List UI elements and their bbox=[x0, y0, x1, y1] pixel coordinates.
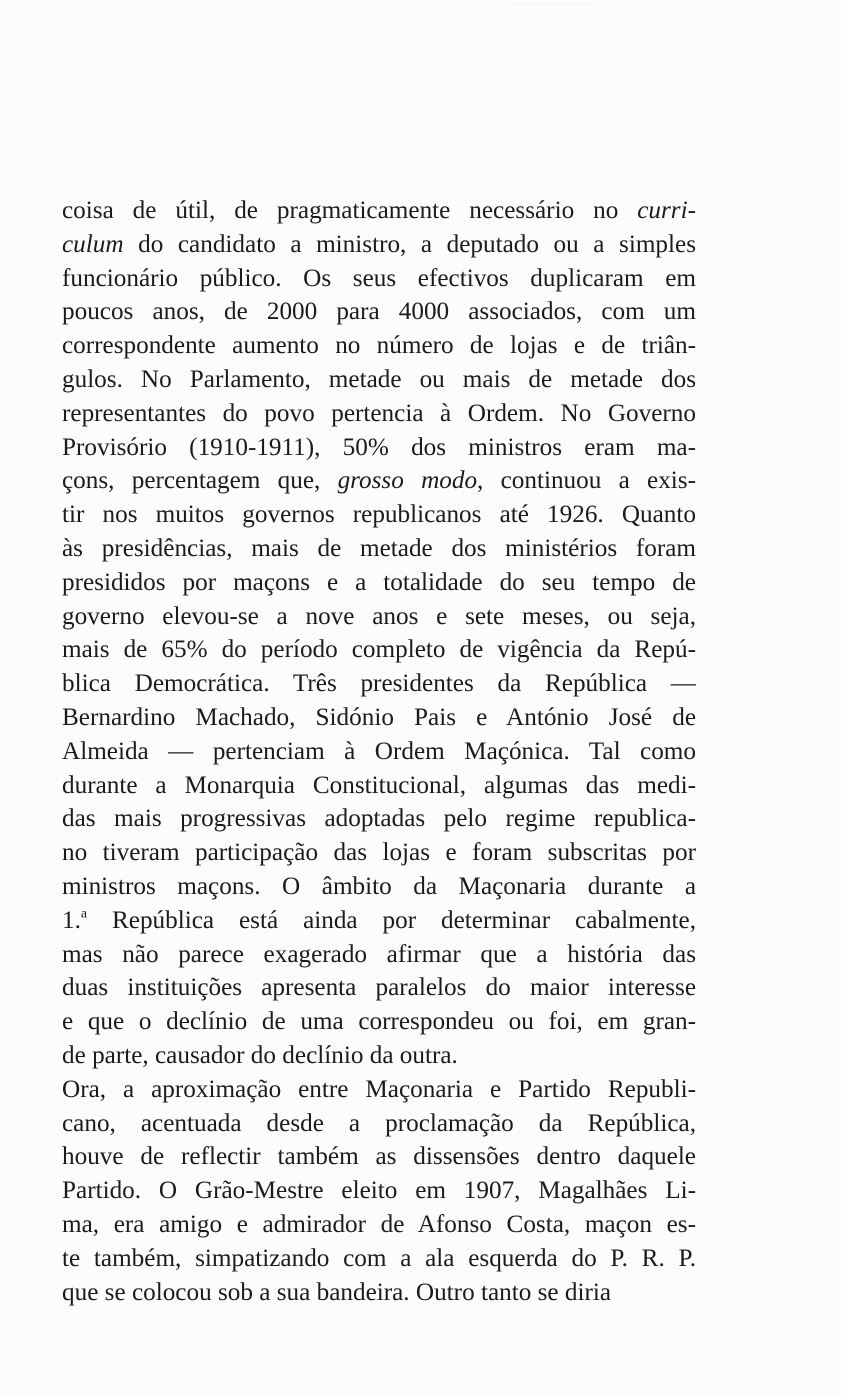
text-run: no tiveram participação das lojas e foram subscritas por bbox=[62, 839, 696, 867]
italic-run: culum bbox=[62, 230, 124, 258]
text-run: Provisório (1910-1911), 50% dos ministros eram ma- bbox=[62, 433, 696, 461]
text-line bbox=[62, 498, 696, 532]
text-line bbox=[62, 1005, 696, 1039]
text-line bbox=[62, 295, 696, 329]
text-line bbox=[62, 397, 696, 431]
text-line bbox=[62, 363, 696, 397]
text-run: duas instituições apresenta paralelos do maior interesse bbox=[62, 974, 696, 1002]
text-run: funcionário público. Os seus efectivos duplicaram em bbox=[62, 264, 696, 292]
text-line bbox=[62, 667, 696, 701]
text-line bbox=[62, 262, 696, 296]
text-run: 1. bbox=[62, 906, 81, 934]
text-line bbox=[62, 1174, 696, 1208]
text-line bbox=[62, 1276, 696, 1310]
text-run: às presidências, mais de metade dos ministérios foram bbox=[62, 534, 696, 562]
text-line bbox=[62, 1140, 696, 1174]
text-run: de parte, causador do declínio da outra. bbox=[62, 1041, 458, 1069]
body-text bbox=[62, 194, 696, 1309]
text-run: das mais progressivas adoptadas pelo regime republica- bbox=[62, 805, 696, 833]
text-line bbox=[62, 701, 696, 735]
text-run: houve de reflectir também as dissensões dentro daquele bbox=[62, 1143, 696, 1171]
text-run: te também, simpatizando com a ala esquerda do P. R. P. bbox=[62, 1244, 696, 1272]
show-through-mark bbox=[505, 4, 593, 15]
text-line bbox=[62, 1073, 696, 1107]
text-line bbox=[62, 600, 696, 634]
text-line bbox=[62, 735, 696, 769]
text-run: governo elevou-se a nove anos e sete meses, ou seja, bbox=[62, 602, 696, 630]
text-run: blica Democrática. Três presidentes da República — bbox=[62, 670, 696, 698]
italic-run: curri- bbox=[637, 197, 696, 224]
text-run: Almeida — pertenciam à Ordem Maçónica. Tal como bbox=[62, 737, 696, 765]
text-line bbox=[62, 228, 696, 262]
text-line bbox=[62, 566, 696, 600]
text-run: cano, acentuada desde a proclamação da República, bbox=[62, 1109, 696, 1137]
text-run: ma, era amigo e admirador de Afonso Costa, maçon es- bbox=[62, 1210, 696, 1238]
text-line bbox=[62, 633, 696, 667]
italic-run: grosso modo bbox=[337, 467, 478, 495]
text-line bbox=[62, 194, 696, 228]
text-run: gulos. No Parlamento, metade ou mais de metade dos bbox=[62, 365, 696, 393]
text-line bbox=[62, 1208, 696, 1242]
text-run: ministros maçons. O âmbito da Maçonaria durante a bbox=[62, 872, 696, 900]
ordinal-superscript: a bbox=[80, 905, 88, 921]
text-line bbox=[62, 836, 696, 870]
text-run: representantes do povo pertencia à Ordem. No Governo bbox=[62, 399, 696, 427]
text-run: e que o declínio de uma correspondeu ou foi, em gran- bbox=[62, 1008, 696, 1036]
text-line bbox=[62, 329, 696, 363]
text-run: tir nos muitos governos republicanos até 1926. Quanto bbox=[62, 501, 696, 529]
text-run: Bernardino Machado, Sidónio Pais e António José de bbox=[62, 703, 696, 731]
text-line bbox=[62, 1107, 696, 1141]
text-run: Partido. O Grão-Mestre eleito em 1907, Magalhães Li- bbox=[62, 1177, 696, 1205]
text-run: do candidato a ministro, a deputado ou a simples bbox=[123, 230, 696, 258]
text-run: mais de 65% do período completo de vigência da Repú- bbox=[62, 636, 696, 664]
text-line bbox=[62, 1039, 696, 1073]
text-line bbox=[62, 431, 696, 465]
text-run: República está ainda por determinar cabalmente, bbox=[87, 906, 696, 934]
text-run: mas não parece exagerado afirmar que a história das bbox=[62, 940, 696, 968]
text-line bbox=[62, 938, 696, 972]
text-line bbox=[62, 870, 696, 904]
text-line bbox=[62, 532, 696, 566]
text-run: correspondente aumento no número de lojas e de triân- bbox=[62, 332, 696, 360]
text-line bbox=[62, 1242, 696, 1276]
text-run: coisa de útil, de pragmaticamente necessário no bbox=[62, 197, 638, 224]
text-run: presididos por maçons e a totalidade do seu tempo de bbox=[62, 568, 696, 596]
text-line bbox=[62, 802, 696, 836]
text-line bbox=[62, 971, 696, 1005]
text-run: que se colocou sob a sua bandeira. Outro tanto se diria bbox=[62, 1278, 612, 1306]
text-run: poucos anos, de 2000 para 4000 associados, com um bbox=[62, 298, 696, 326]
text-line bbox=[62, 769, 696, 803]
text-run: çons, percentagem que, bbox=[62, 467, 338, 495]
text-run: Ora, a aproximação entre Maçonaria e Partido Republi- bbox=[62, 1075, 696, 1103]
text-run: durante a Monarquia Constitucional, algumas das medi- bbox=[62, 771, 696, 799]
paragraph bbox=[62, 1073, 696, 1310]
paragraph bbox=[62, 194, 696, 1073]
text-line bbox=[62, 464, 696, 498]
text-line bbox=[62, 904, 696, 938]
text-run: , continuou a exis- bbox=[477, 467, 696, 495]
